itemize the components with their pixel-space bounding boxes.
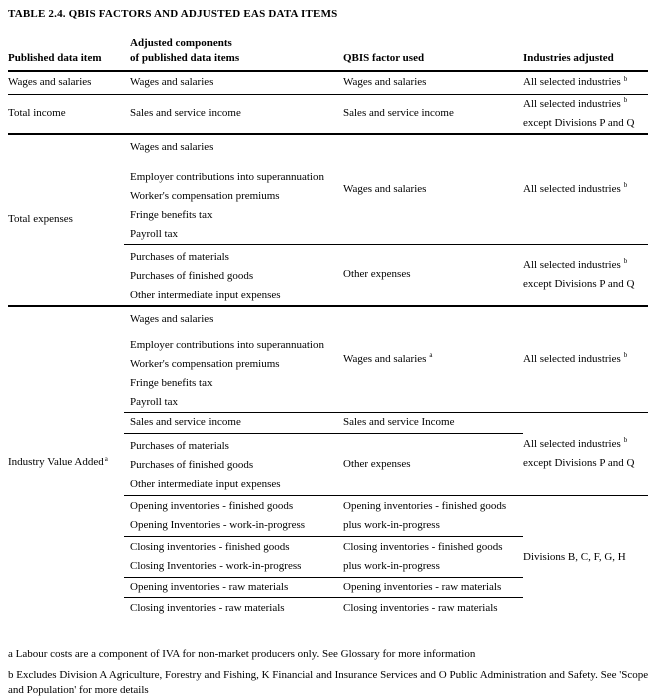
published-item-cell: Wages and salaries	[8, 71, 124, 94]
industries-line	[523, 95, 648, 114]
components-cell	[124, 536, 343, 577]
factor-cell: Wages and salaries	[343, 134, 523, 245]
component-line: Other intermediate input expenses	[130, 288, 281, 301]
industries-line: except Divisions P and Q	[523, 116, 635, 129]
component-line: Purchases of finished goods	[130, 269, 254, 282]
component-line: Employer contributions into superannuation	[130, 338, 324, 351]
footnote-marker-a: a	[104, 454, 108, 463]
component-line: Employer contributions into superannuation	[130, 170, 324, 183]
component-line: Closing Inventories - work-in-progress	[130, 559, 302, 572]
component-line: Payroll tax	[130, 395, 178, 408]
factor-cell: Wages and salaries	[343, 71, 523, 94]
industries-line	[523, 435, 648, 454]
table-row-total-expenses-labour	[8, 134, 648, 245]
components-cell	[124, 306, 343, 413]
component-line: Worker's compensation premiums	[130, 357, 280, 370]
published-item-cell: Total expenses	[8, 134, 124, 306]
components-cell: Sales and service income	[124, 94, 343, 134]
published-item-cell: Total income	[8, 94, 124, 134]
table-row-wages	[8, 71, 648, 94]
table-row-iva-labour	[8, 306, 648, 413]
component-line: Opening Inventories - work-in-progress	[130, 518, 306, 531]
components-cell	[124, 244, 343, 306]
col-header-line: Adjusted components	[130, 37, 232, 49]
component-line: Wages and salaries	[130, 140, 214, 153]
component-line: Purchases of materials	[130, 250, 229, 263]
col-header-industries-adjusted: Industries adjusted	[523, 36, 648, 71]
components-cell: Closing inventories - raw materials	[130, 601, 285, 614]
industries-line: except Divisions P and Q	[523, 277, 635, 290]
factor-cell	[343, 306, 523, 413]
qbis-factors-table	[8, 36, 648, 619]
factor-line: plus work-in-progress	[343, 559, 440, 572]
footnote-marker-b: b	[623, 95, 628, 104]
table-header-row	[8, 36, 648, 71]
industries-label: All selected industries	[523, 76, 621, 89]
component-line: Wages and salaries	[130, 312, 214, 325]
industries-label: All selected industries	[523, 352, 621, 365]
factor-line: Closing inventories - finished goods	[343, 540, 503, 553]
components-cell	[124, 134, 343, 245]
factor-line: Opening inventories - finished goods	[343, 499, 507, 512]
factor-cell	[343, 536, 523, 577]
components-cell: Opening inventories - raw materials	[124, 577, 343, 597]
published-item-cell	[8, 306, 124, 620]
footnote-a: a Labour costs are a component of IVA for non-market producers only. See Glossary for more information	[8, 648, 476, 660]
factor-label: Wages and salaries	[343, 352, 427, 365]
published-item-label: Industry Value Added	[8, 456, 104, 469]
industries-cell	[523, 71, 648, 94]
components-cell	[124, 433, 343, 495]
components-cell: Wages and salaries	[124, 71, 343, 94]
col-header-published-data-item: Published data item	[8, 36, 124, 71]
col-header-qbis-factor: QBIS factor used	[343, 36, 523, 71]
component-line: Closing inventories - finished goods	[130, 540, 290, 553]
col-header-line: of published data items	[130, 52, 240, 64]
component-line: Opening inventories - finished goods	[130, 499, 294, 512]
components-cell: Sales and service income	[124, 412, 343, 433]
factor-cell: Other expenses	[343, 433, 523, 495]
industries-line	[523, 256, 648, 275]
table-title: TABLE 2.4. QBIS FACTORS AND ADJUSTED EAS DATA ITEMS	[8, 8, 338, 20]
factor-cell: Sales and service Income	[343, 412, 523, 433]
footnote-marker-b: b	[623, 180, 628, 189]
factor-cell	[343, 495, 523, 536]
industries-line: except Divisions P and Q	[523, 456, 635, 469]
industries-label: All selected industries	[523, 437, 621, 450]
footnote-marker-b: b	[623, 350, 628, 359]
footnote-marker-b: b	[623, 256, 628, 265]
footnote-marker-b: b	[623, 74, 628, 83]
industries-label: All selected industries	[523, 182, 621, 195]
component-line: Fringe benefits tax	[130, 208, 213, 221]
industries-label: All selected industries	[523, 258, 621, 271]
footnotes	[8, 647, 653, 698]
industries-cell	[523, 412, 648, 495]
component-line: Worker's compensation premiums	[130, 189, 280, 202]
table-row-total-income	[8, 94, 648, 134]
footnote-marker-b: b	[623, 435, 628, 444]
industries-cell	[523, 134, 648, 245]
factor-line: plus work-in-progress	[343, 518, 440, 531]
component-line: Other intermediate input expenses	[130, 477, 281, 490]
component-line: Payroll tax	[130, 227, 178, 240]
industries-label: All selected industries	[523, 97, 621, 110]
industries-cell	[523, 244, 648, 306]
component-line: Purchases of materials	[130, 439, 229, 452]
industries-cell	[523, 94, 648, 134]
industries-cell: Divisions B, C, F, G, H	[523, 550, 626, 563]
footnote-b: b Excludes Division A Agriculture, Forestry and Fishing, K Financial and Insurance Services and O Public Administration and Safety. See 'Scope and Population' for more details	[8, 669, 649, 696]
factor-cell: Opening inventories - raw materials	[343, 577, 523, 597]
industries-cell	[523, 306, 648, 413]
factor-cell: Sales and service income	[343, 94, 523, 134]
footnote-marker-a: a	[429, 350, 433, 359]
component-line: Fringe benefits tax	[130, 376, 213, 389]
component-line: Purchases of finished goods	[130, 458, 254, 471]
components-cell	[124, 495, 343, 536]
factor-cell: Closing inventories - raw materials	[343, 601, 498, 614]
col-header-adjusted-components	[124, 36, 343, 71]
factor-cell: Other expenses	[343, 244, 523, 306]
